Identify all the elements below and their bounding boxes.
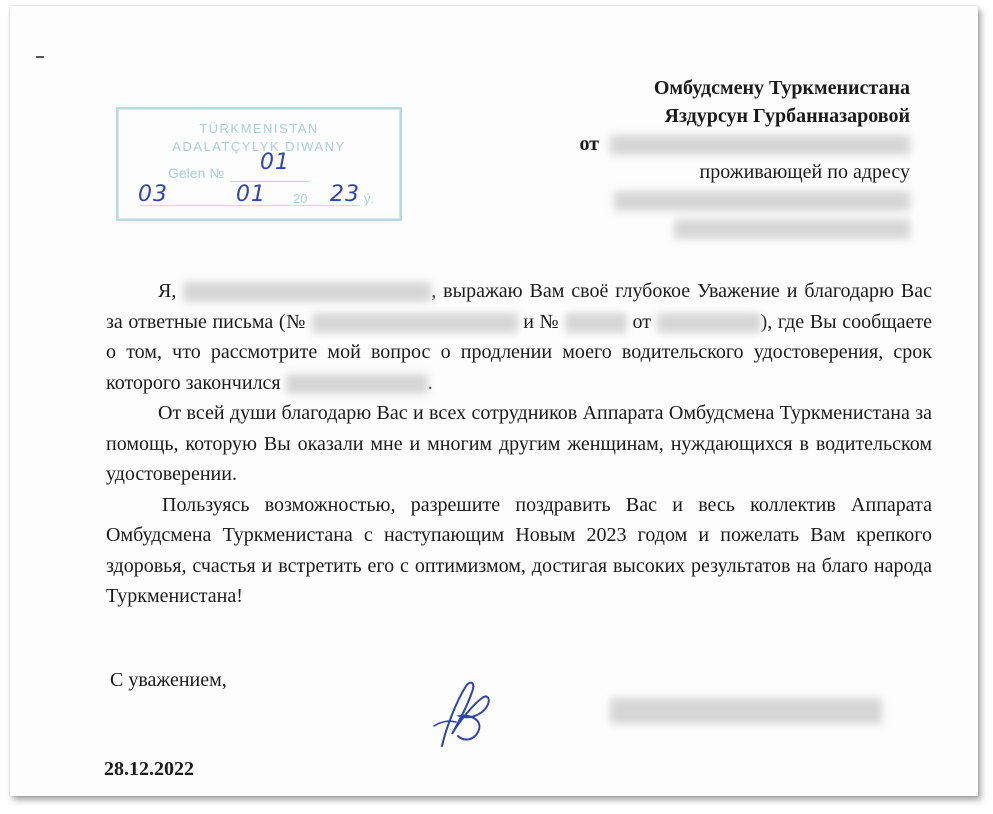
stamp-line-2: ADALATÇYLYK DIWANY: [172, 139, 346, 154]
redacted-signer-name: [610, 698, 882, 724]
handwritten-number: 01: [260, 150, 290, 175]
p1-text-3: от: [632, 310, 651, 333]
redacted-expiry-date: [286, 374, 428, 394]
stamp-line-1: TÜRKMENISTAN: [199, 121, 319, 136]
closing-phrase: С уважением,: [110, 669, 227, 691]
p1-text-5: .: [427, 371, 433, 394]
addressee-block: [579, 74, 910, 242]
redacted-address-line-2: [579, 214, 910, 242]
stamp-year-suffix: ý.: [364, 191, 375, 206]
redacted-name: [183, 282, 431, 302]
scan-mark: [36, 56, 44, 58]
paragraph-1: [106, 276, 932, 612]
redacted-address-line-1: [579, 186, 910, 214]
redacted-letter-number-2: [565, 313, 627, 333]
handwritten-year: 23: [330, 182, 360, 207]
addressee-line-2: Яздурсун Гурбанназаровой: [664, 105, 910, 127]
redacted-letter-number-1: [312, 313, 518, 333]
paragraph-2: От всей души благодарю Вас и всех сотрудников Аппарата Омбудсмена Туркменистана за помощь, которую Вы оказали мне и многим другим женщинам, нуждающихся в водительском удостоверении.: [106, 402, 932, 485]
redacted-sender-name: [610, 135, 910, 155]
letter-date: 28.12.2022: [104, 758, 194, 780]
residence-label: проживающей по адресу: [699, 161, 910, 183]
handwritten-month: 01: [236, 182, 266, 207]
p1-text-2: и №: [523, 310, 560, 333]
p1-text-4: ), где Вы сообщаете о том, что рассмотрите мой вопрос о продлении моего водительского удостоверения, срок которого закончился: [106, 310, 933, 394]
stamp-received-label: Gelen №: [168, 165, 225, 181]
redacted-letter-date: [657, 313, 761, 333]
from-label: от: [579, 133, 599, 155]
handwritten-day: 03: [138, 182, 168, 207]
paragraph-3: Пользуясь возможностью, разрешите поздравить Вас и весь коллектив Аппарата Омбудсмена Туркменистана с наступающим Новым 2023 годом и пожелать Вам крепкого здоровья, счастья и встретить его с оптимизмом, достигая высоких результатов на благо народа Туркменистана!: [106, 493, 932, 607]
letter-page: [10, 6, 978, 796]
addressee-line-1: Омбудсмену Туркменистана: [653, 77, 910, 99]
signature-image: [430, 676, 500, 754]
p1-text-1: , выражаю Вам своё глубокое Уважение и благодарю Вас за ответные письма (№: [106, 280, 932, 333]
stamp-year-prefix: 20: [293, 191, 308, 206]
p1-start: Я,: [158, 280, 177, 302]
sender-line: [579, 130, 910, 158]
